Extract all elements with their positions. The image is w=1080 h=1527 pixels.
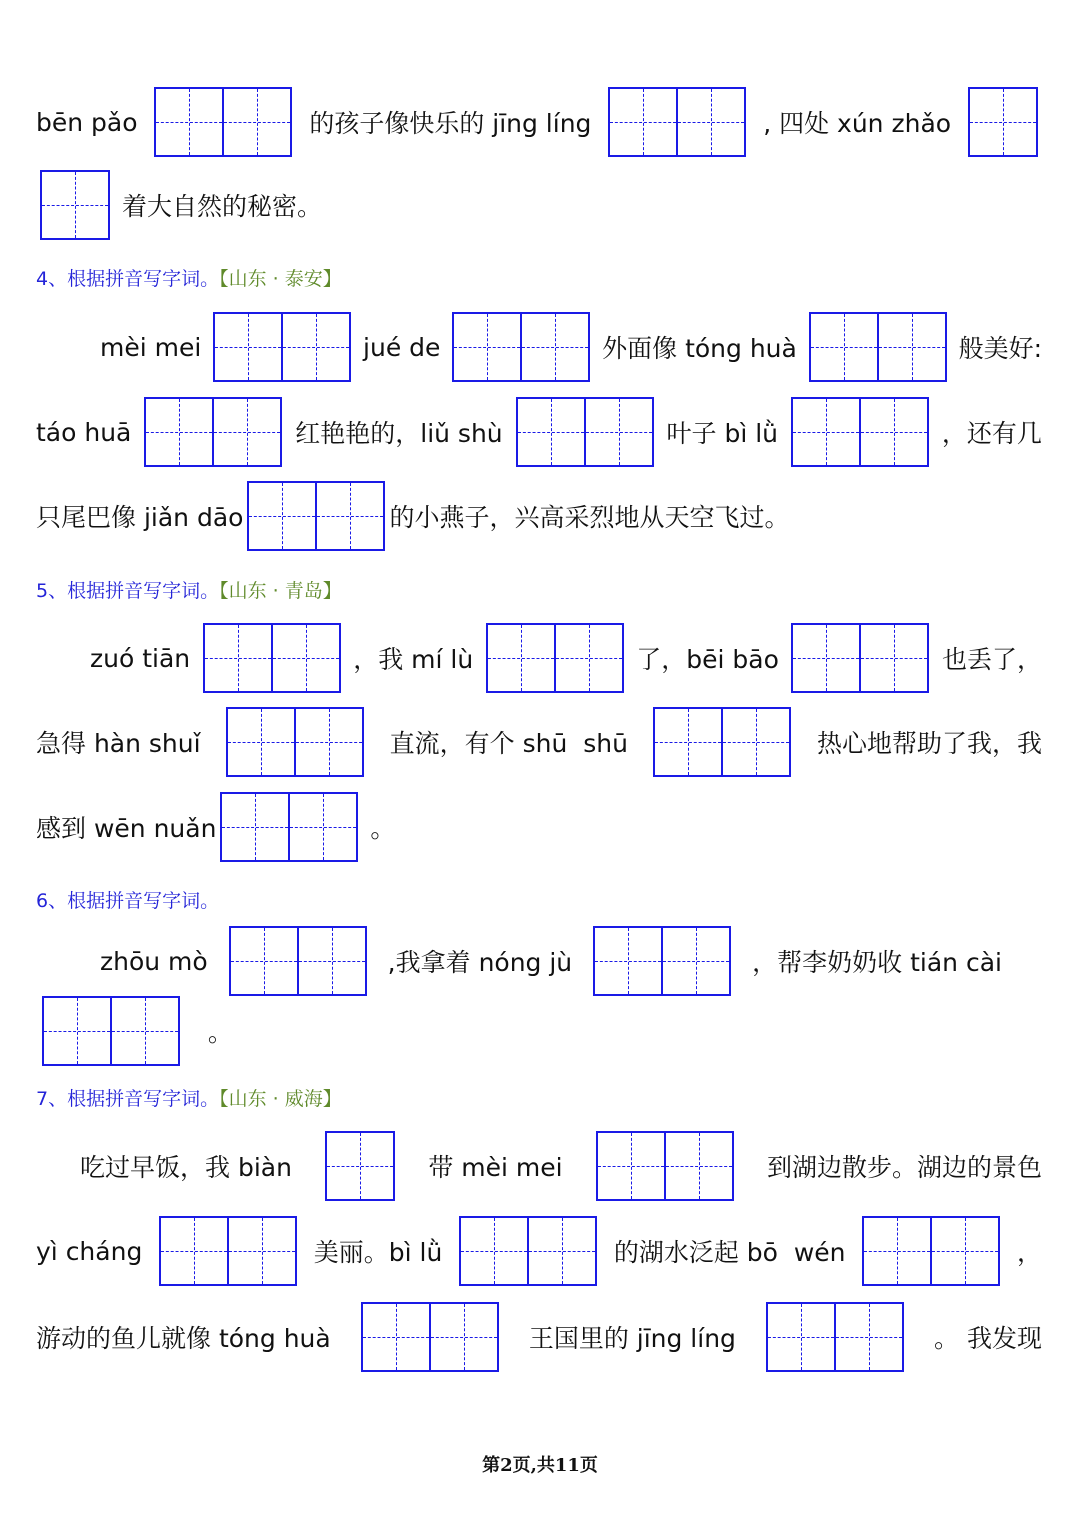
sentence-text: zuó tiān: [90, 643, 191, 673]
heading-source: 【山东 · 青岛】: [219, 580, 342, 602]
tianzige-answer-box[interactable]: [229, 926, 367, 996]
tianzige-answer-box[interactable]: [593, 926, 731, 996]
character-cell[interactable]: [297, 928, 365, 994]
sentence-text: 到湖边散步。湖边的景色: [766, 1153, 1042, 1182]
character-cell[interactable]: [461, 1218, 527, 1284]
tianzige-answer-box[interactable]: [596, 1131, 734, 1201]
heading-source: 【山东 · 泰安】: [219, 268, 342, 290]
sentence-text: yì cháng: [36, 1236, 143, 1266]
character-cell[interactable]: [294, 709, 362, 775]
line-12: [36, 1216, 1042, 1286]
sentence-text: , 四处 xún zhǎo: [763, 109, 952, 138]
line-9: [100, 926, 1002, 996]
character-cell[interactable]: [271, 625, 339, 691]
sentence-text: 急得 hàn shuǐ: [36, 729, 201, 758]
line-13: [36, 1302, 1042, 1372]
tianzige-answer-box[interactable]: [809, 312, 947, 382]
character-cell[interactable]: [664, 1133, 732, 1199]
tianzige-answer-box[interactable]: [486, 623, 624, 693]
heading-text: 5、根据拼音写字词。: [36, 580, 220, 602]
sentence-text: ，还有几: [941, 419, 1042, 448]
sentence-text: táo huā: [36, 417, 132, 447]
character-cell[interactable]: [228, 709, 294, 775]
line-4: [36, 397, 1042, 467]
character-cell[interactable]: [249, 483, 315, 549]
tianzige-answer-box[interactable]: [452, 312, 590, 382]
character-cell[interactable]: [222, 794, 288, 860]
tianzige-answer-box[interactable]: [220, 792, 358, 862]
character-cell[interactable]: [227, 1218, 295, 1284]
tianzige-answer-box[interactable]: [516, 397, 654, 467]
character-cell[interactable]: [520, 314, 588, 380]
sentence-text: ,我拿着 nóng jù: [387, 948, 573, 977]
character-cell[interactable]: [215, 314, 281, 380]
sentence-text: 。 我发现: [934, 1324, 1042, 1353]
sentence-text: ，我 mí lù: [353, 645, 474, 674]
character-cell[interactable]: [877, 314, 945, 380]
sentence-text: 叶子 bì lǜ: [666, 419, 779, 448]
sentence-text: ，: [1016, 1238, 1042, 1267]
character-cell[interactable]: [864, 1218, 930, 1284]
page-footer: 第2页,共11页: [482, 1455, 598, 1476]
tianzige-answer-box[interactable]: [766, 1302, 904, 1372]
character-cell[interactable]: [527, 1218, 595, 1284]
tianzige-answer-box[interactable]: [361, 1302, 499, 1372]
tianzige-answer-box[interactable]: [42, 996, 180, 1066]
tianzige-answer-box[interactable]: [968, 87, 1038, 157]
sentence-text: 游动的鱼儿就像 tóng huà: [36, 1324, 331, 1353]
character-cell[interactable]: [859, 399, 927, 465]
character-cell[interactable]: [429, 1304, 497, 1370]
question-7-heading: [36, 1084, 342, 1111]
character-cell[interactable]: [598, 1133, 664, 1199]
heading-source: 【山东 · 威海】: [219, 1088, 342, 1110]
character-cell[interactable]: [811, 314, 877, 380]
character-cell[interactable]: [363, 1304, 429, 1370]
sentence-text: 的湖水泛起 bō wén: [613, 1238, 846, 1267]
sentence-text: mèi mei: [100, 332, 202, 362]
character-cell[interactable]: [970, 89, 1036, 155]
character-cell[interactable]: [281, 314, 349, 380]
character-cell[interactable]: [595, 928, 661, 994]
sentence-text: 着大自然的秘密。: [114, 192, 322, 221]
tianzige-answer-box[interactable]: [608, 87, 746, 157]
question-6-heading: [36, 886, 219, 913]
character-cell[interactable]: [721, 709, 789, 775]
character-cell[interactable]: [768, 1304, 834, 1370]
tianzige-answer-box[interactable]: [203, 623, 341, 693]
character-cell[interactable]: [212, 399, 280, 465]
sentence-text: 红艳艳的，liǔ shù: [295, 419, 503, 448]
tianzige-answer-box[interactable]: [154, 87, 292, 157]
tianzige-answer-box[interactable]: [159, 1216, 297, 1286]
line-6: [90, 623, 1042, 693]
character-cell[interactable]: [110, 998, 178, 1064]
tianzige-answer-box[interactable]: [862, 1216, 1000, 1286]
character-cell[interactable]: [454, 314, 520, 380]
tianzige-answer-box[interactable]: [144, 397, 282, 467]
sentence-text: 外面像 tóng huà: [602, 334, 797, 363]
sentence-text: 般美好:: [958, 334, 1042, 363]
sentence-text: 。: [184, 1018, 233, 1047]
tianzige-answer-box[interactable]: [459, 1216, 597, 1286]
character-cell[interactable]: [661, 928, 729, 994]
sentence-text: 也丢了，: [941, 645, 1042, 674]
line-2: [36, 170, 1042, 240]
character-cell[interactable]: [676, 89, 744, 155]
question-5-heading: [36, 576, 342, 603]
sentence-text: 只尾巴像 jiǎn dāo: [36, 503, 244, 532]
character-cell[interactable]: [288, 794, 356, 860]
character-cell[interactable]: [793, 625, 859, 691]
line-3: [100, 312, 1042, 382]
sentence-text: 带 mèi mei: [428, 1153, 563, 1182]
sentence-text: 王国里的 jīng líng: [528, 1324, 736, 1353]
sentence-text: 。: [362, 814, 396, 843]
tianzige-answer-box[interactable]: [791, 623, 929, 693]
character-cell[interactable]: [156, 89, 222, 155]
sentence-text: jué de: [363, 332, 441, 362]
tianzige-answer-box[interactable]: [247, 481, 385, 551]
character-cell[interactable]: [518, 399, 584, 465]
character-cell[interactable]: [610, 89, 676, 155]
character-cell[interactable]: [554, 625, 622, 691]
character-cell[interactable]: [222, 89, 290, 155]
tianzige-answer-box[interactable]: [226, 707, 364, 777]
character-cell[interactable]: [205, 625, 271, 691]
heading-text: 4、根据拼音写字词。: [36, 268, 220, 290]
tianzige-answer-box[interactable]: [213, 312, 351, 382]
line-1: [36, 87, 1042, 157]
heading-text: 7、根据拼音写字词。: [36, 1088, 220, 1110]
sentence-text: 了，bēi bāo: [636, 645, 779, 674]
character-cell[interactable]: [655, 709, 721, 775]
line-5: [36, 481, 1042, 551]
tianzige-answer-box[interactable]: [653, 707, 791, 777]
character-cell[interactable]: [146, 399, 212, 465]
character-cell[interactable]: [44, 998, 110, 1064]
line-7: [36, 707, 1042, 777]
sentence-text: 吃过早饭，我 biàn: [80, 1153, 292, 1182]
sentence-text: bēn pǎo: [36, 107, 138, 137]
tianzige-answer-box[interactable]: [325, 1131, 395, 1201]
sentence-text: 的孩子像快乐的 jīng líng: [309, 109, 592, 138]
character-cell[interactable]: [834, 1304, 902, 1370]
character-cell[interactable]: [584, 399, 652, 465]
character-cell[interactable]: [327, 1133, 393, 1199]
sentence-text: 感到 wēn nuǎn: [36, 814, 217, 843]
character-cell[interactable]: [315, 483, 383, 549]
question-4-heading: [36, 264, 342, 291]
character-cell[interactable]: [42, 172, 108, 238]
line-11: [80, 1131, 1042, 1201]
tianzige-answer-box[interactable]: [791, 397, 929, 467]
sentence-text: 直流，有个 shū shū: [389, 729, 628, 758]
character-cell[interactable]: [859, 625, 927, 691]
character-cell[interactable]: [231, 928, 297, 994]
sentence-text: ，帮李奶奶收 tián cài: [752, 948, 1002, 977]
line-10: [38, 996, 1042, 1066]
sentence-text: 热心地帮助了我，我: [816, 729, 1042, 758]
heading-text: 6、根据拼音写字词。: [36, 890, 220, 912]
sentence-text: zhōu mò: [100, 946, 208, 976]
sentence-text: 的小燕子，兴高采烈地从天空飞过。: [389, 503, 790, 532]
character-cell[interactable]: [930, 1218, 998, 1284]
character-cell[interactable]: [161, 1218, 227, 1284]
tianzige-answer-box[interactable]: [40, 170, 110, 240]
character-cell[interactable]: [793, 399, 859, 465]
sentence-text: 美丽。bì lǜ: [313, 1238, 443, 1267]
character-cell[interactable]: [488, 625, 554, 691]
line-8: [36, 792, 1042, 862]
